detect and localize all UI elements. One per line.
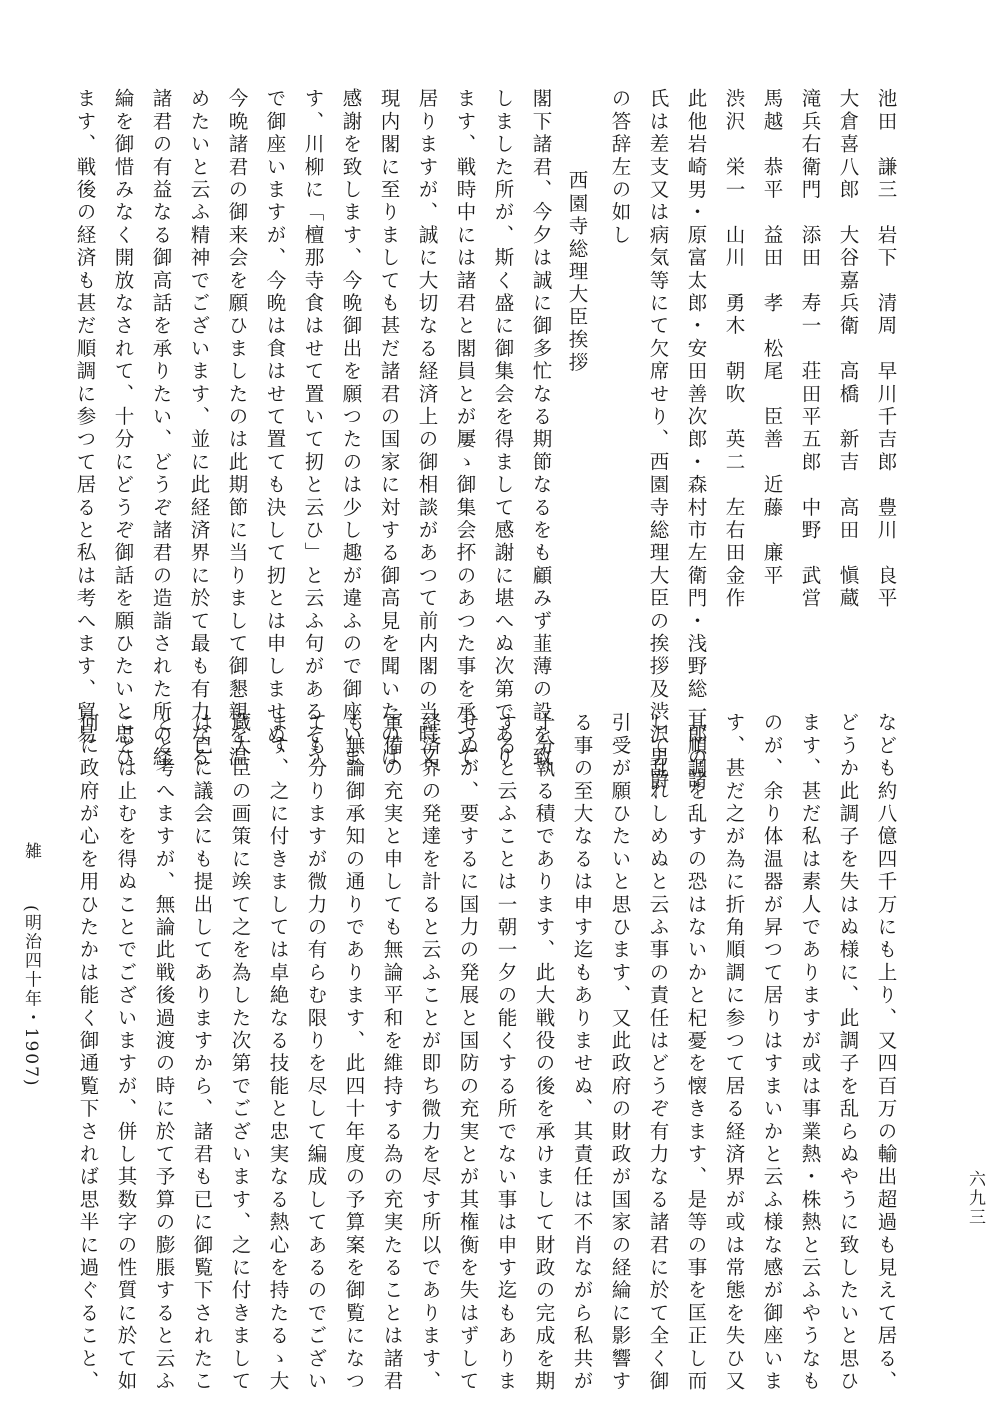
attendee-column: 渋沢 栄一 山川 勇木 朝吹 英二 左右田金作 bbox=[722, 88, 746, 611]
speech-line: 感謝を致します、今晩御出を願つたのは少し趣が違ふので御座いま bbox=[339, 88, 363, 769]
speech-line: のが、余り体温器が昇つて居りはすまいかと云ふ様な感が御座いま bbox=[760, 712, 784, 1393]
speech-line: しました所が、斯く盛に御集会を得まして感謝に堪へぬ次第であり bbox=[491, 88, 515, 769]
speech-line: ます、之に付きましては卓絶なる技能と忠実なる熱心を持たるゝ大 bbox=[266, 712, 290, 1393]
speech-line: 蔵大臣の画策に竢て之を為した次第でございます、之に付きまして bbox=[228, 712, 252, 1393]
speech-line: で御座いますが、今晩は食はせて置ても決して扨とは申しませぬ、 bbox=[263, 88, 287, 769]
speech-line: なども約八億四千万にも上り、又四百万の輸出超過も見えて居る、 bbox=[874, 712, 898, 1393]
speech-line: ことは止むを得ぬことでございますが、併し其数字の性質に於て如 bbox=[114, 712, 138, 1393]
attendee-column: 馬越 恭平 益田 孝 松尾 臣善 近藤 廉平 bbox=[760, 88, 784, 588]
speech-line: 経済界の発達を計ると云ふことが即ち微力を尽す所以であります、 bbox=[418, 712, 442, 1393]
speech-line: とと考へますが、無論此戦後過渡の時に於て予算の膨脹すると云ふ bbox=[152, 712, 176, 1393]
speech-line: す、川柳に「檀那寺食はせて置いて扨と云ひ」と云ふ句があるそう bbox=[301, 88, 325, 769]
speech-line: 引受が願ひたいと思ひます、又此政府の財政が国家の経綸に影響す bbox=[608, 712, 632, 1393]
attendee-column: 滝兵右衛門 添田 寿一 荘田平五郎 中野 武営 bbox=[798, 88, 822, 611]
speech-heading: 西園寺総理大臣挨拶 bbox=[565, 170, 589, 375]
speech-line: 閣下諸君、今夕は誠に御多忙なる期節なるをも顧みず韮薄の設を致 bbox=[529, 88, 553, 769]
speech-line: 綸を御惜みなく開放なされて、十分にどうぞ御話を願ひたいと思ひ bbox=[111, 88, 135, 769]
speech-line: ます、戦時中には諸君と閣員とが屢ゝ御集会抔のあつた事を承つて bbox=[453, 88, 477, 769]
speech-line: せぬが、要するに国力の発展と国防の充実とが其権衡を失はずして bbox=[456, 712, 480, 1393]
speech-line: は已に議会にも提出してありますから、諸君も已に御覧下されたこ bbox=[190, 712, 214, 1393]
speech-line: す、甚だ之が為に折角順調に参つて居る経済界が或は常態を失ひ又 bbox=[722, 712, 746, 1393]
speech-line: めたいと云ふ精神でございます、並に此経済界に於て最も有力なる bbox=[187, 88, 211, 769]
speech-line: ます、戦後の経済も甚だ順調に参つて居ると私は考へます、貿易 bbox=[73, 88, 97, 747]
speech-line: 何に政府が心を用ひたかは能く御通覧下されば思半に過ぐること、 bbox=[76, 712, 100, 1393]
speech-line: る事の至大なるは申す迄もありませぬ、其責任は不肖ながら私共が bbox=[570, 712, 594, 1393]
absent-note-line: の答辞左の如し bbox=[608, 88, 632, 247]
speech-line: ます、甚だ私は素人でありますが或は事業熱・株熱と云ふやうなも bbox=[798, 712, 822, 1393]
absent-note-line: 此他岩崎男・原富太郎・安田善次郎・森村市左衛門・浅野総一郎の諸 bbox=[684, 88, 708, 792]
speech-line: 今晩諸君の御来会を願ひましたのは此期節に当りまして御懇親を温 bbox=[225, 88, 249, 769]
absent-note-line: 氏は差支又は病気等にて欠席せり、西園寺総理大臣の挨拶及渋沢男爵 bbox=[646, 88, 670, 792]
speech-line: 軍備の充実と申しても無論平和を維持する為の充実たることは諸君 bbox=[380, 712, 404, 1393]
speech-line: 居りますが、誠に大切なる経済上の御相談があつて前内閣の当時又 bbox=[415, 88, 439, 769]
speech-line: 諸君の有益なる御高話を承りたい、どうぞ諸君の造詣された所の経 bbox=[149, 88, 173, 769]
speech-line: どうか此調子を失はぬ様に、此調子を乱らぬやうに致したいと思ひ bbox=[836, 712, 860, 1393]
attendee-column: 大倉喜八郎 大谷嘉兵衛 高橋 新吉 高田 愼蔵 bbox=[836, 88, 860, 611]
speech-line: すると云ふことは一朝一夕の能くする所でない事は申す迄もありま bbox=[494, 712, 518, 1393]
speech-line: 十分執る積であります、此大戦役の後を承けまして財政の完成を期 bbox=[532, 712, 556, 1393]
journal-date-label: (明治四十年・1907) bbox=[21, 905, 41, 1088]
speech-line: 其順調を乱すの恐はないかと杞憂を懐きます、是等の事を匡正し而 bbox=[684, 712, 708, 1393]
attendee-column: 池田 謙三 岩下 清周 早川千吉郎 豊川 良平 bbox=[874, 88, 898, 611]
speech-line: も無論御承知の通りであります、此四十年度の予算案を御覧になつ bbox=[342, 712, 366, 1393]
journal-section-label: 雑 bbox=[21, 842, 41, 861]
speech-line: して乱れしめぬと云ふ事の責任はどうぞ有力なる諸君に於て全く御 bbox=[646, 712, 670, 1393]
page-number: 六九三 bbox=[965, 1170, 985, 1227]
speech-line: 現内閣に至りましても甚だ諸君の国家に対する御高見を聞いたのは bbox=[377, 88, 401, 769]
speech-line: ても分りますが微力の有らむ限りを尽して編成してあるのでござい bbox=[304, 712, 328, 1393]
